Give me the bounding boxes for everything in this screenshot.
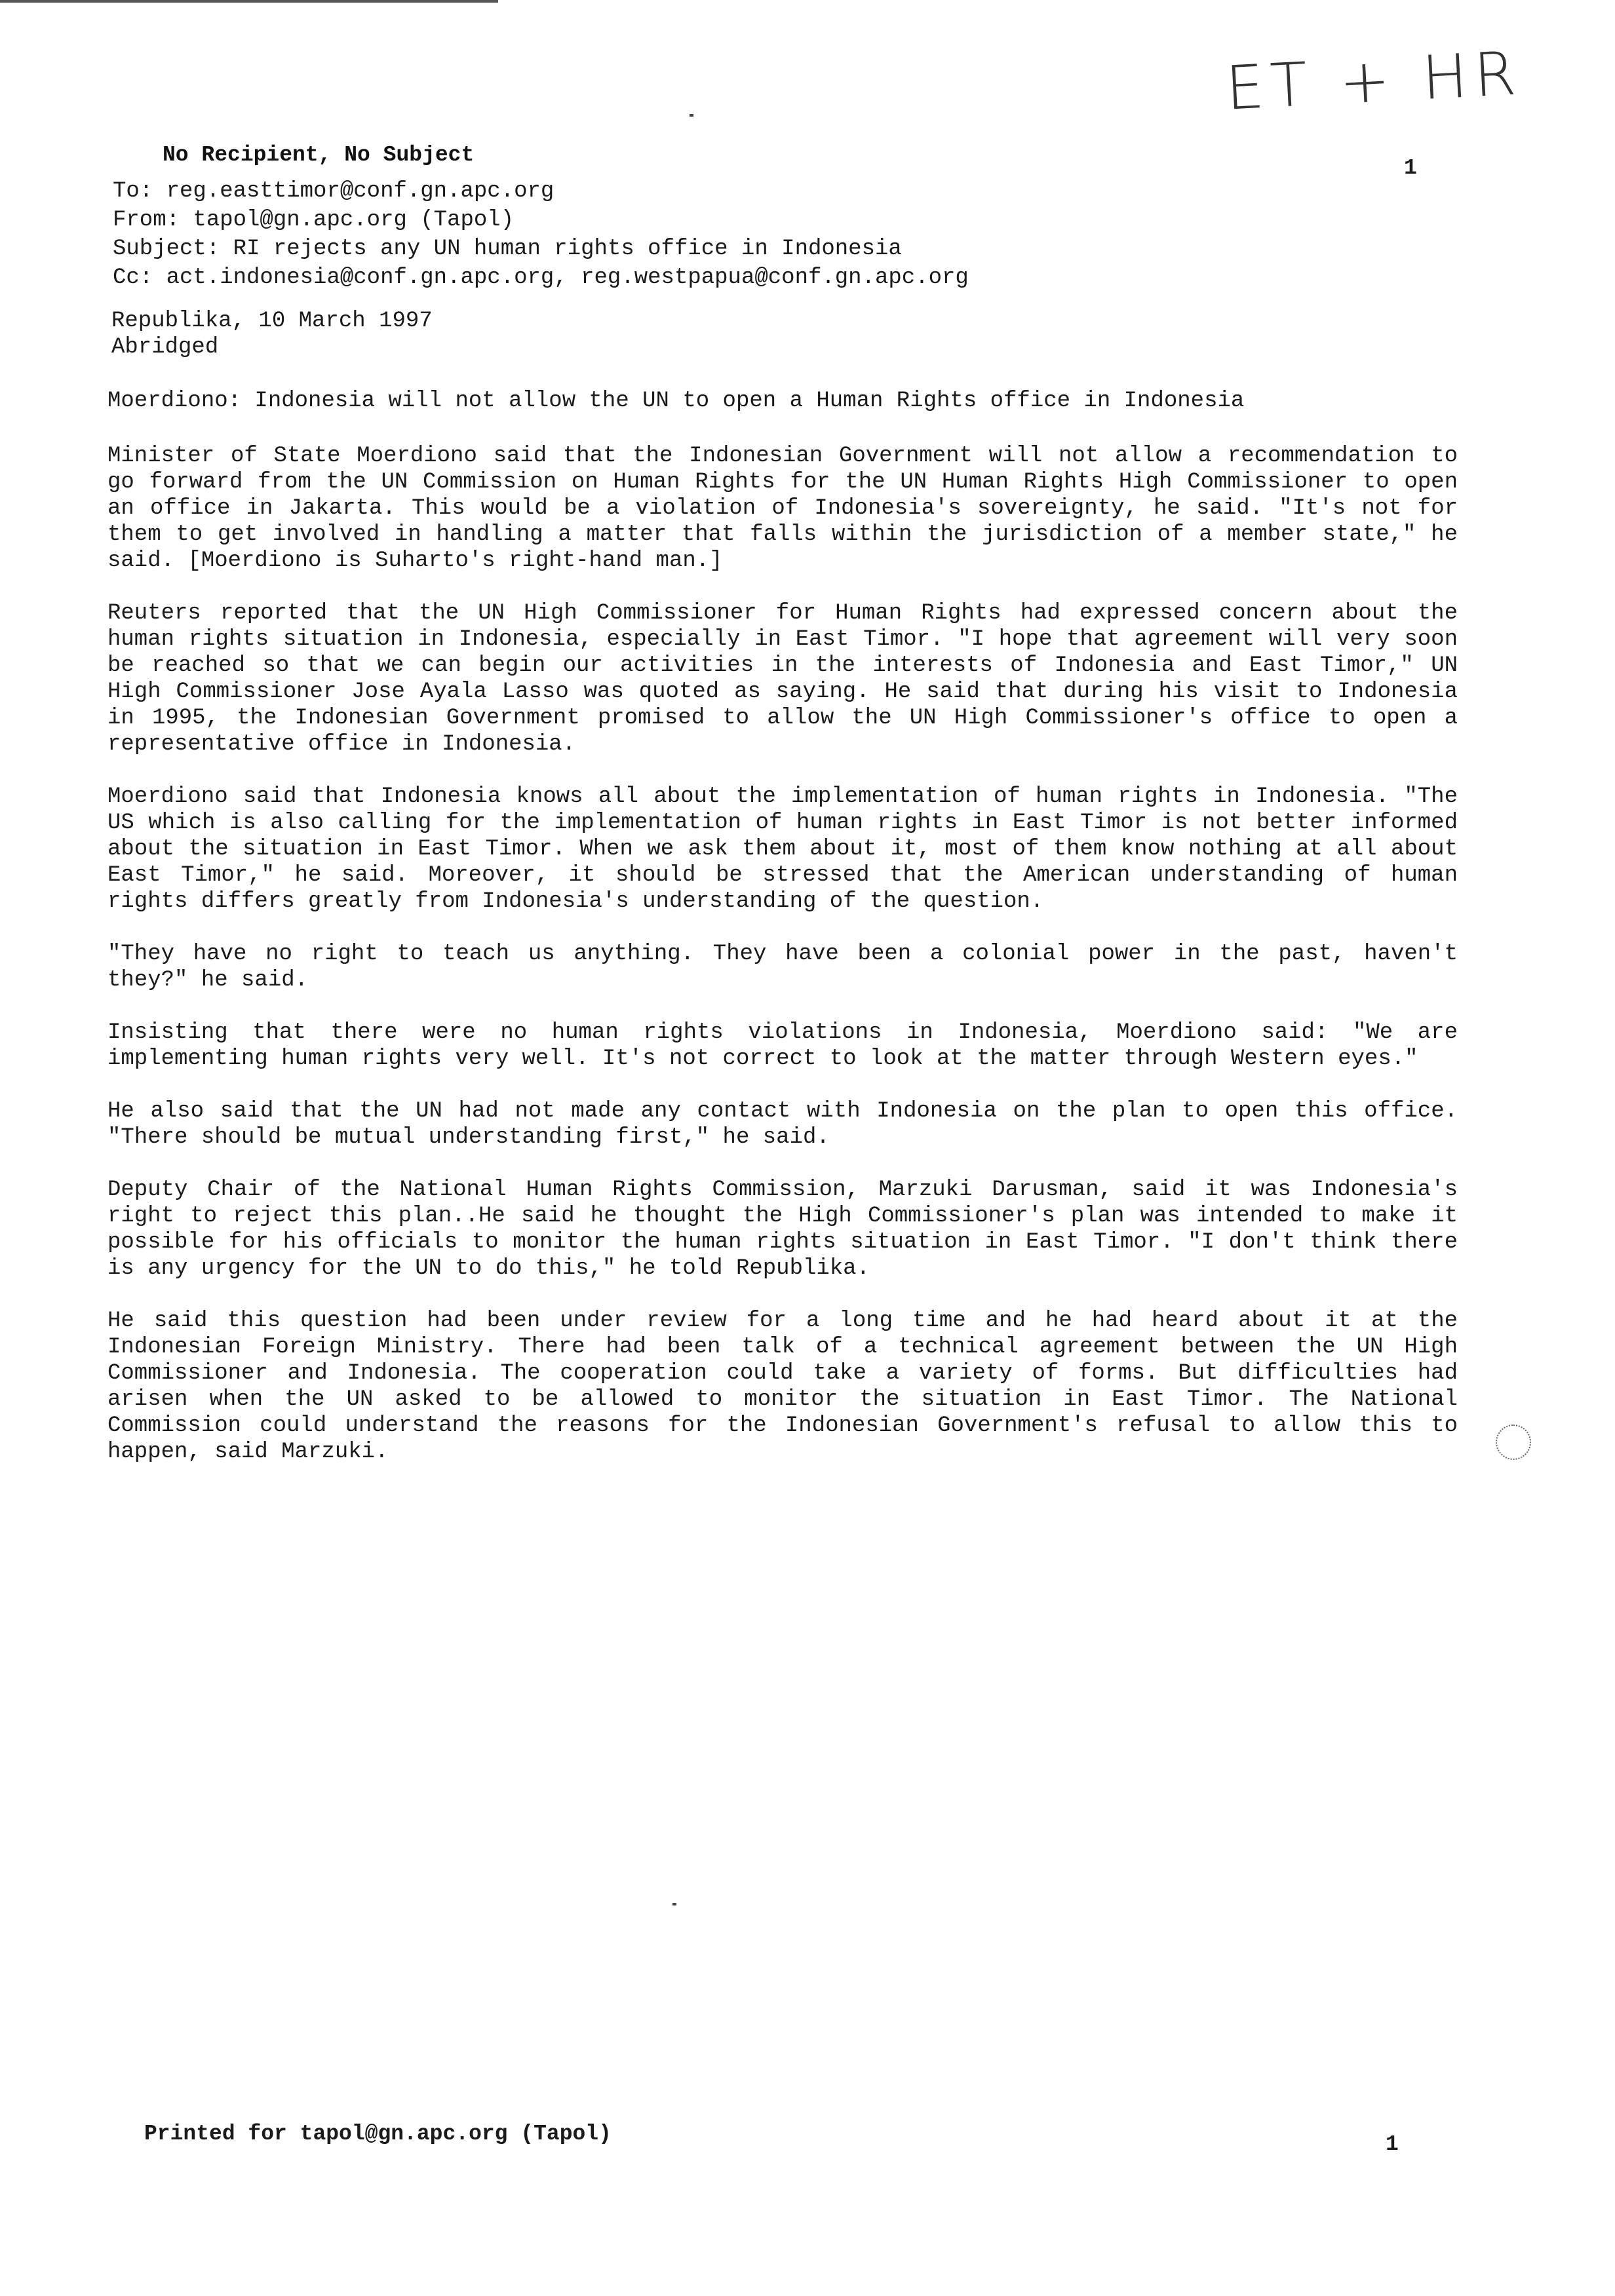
print-header: No Recipient, No Subject	[163, 143, 475, 167]
page-number-bottom: 1	[1386, 2132, 1399, 2156]
scan-speck	[690, 114, 693, 117]
email-subject: Subject: RI rejects any UN human rights office in Indonesia	[113, 237, 902, 261]
page-number-top: 1	[1404, 156, 1417, 180]
paragraph-3: Moerdiono said that Indonesia knows all about the implementation of human rights in Indonesia. "The US which is also calling for the implementation of human rights in East Timor is not better informed about the situation in East Timor. When we ask them about it, most of them know nothing at all about East Timor," he said. Moreover, it should be stressed that the American understanding of human rights differs greatly from Indonesia's understanding of the question.	[107, 784, 1458, 914]
handwritten-note: ET + HR	[1224, 38, 1525, 124]
punch-hole-mark	[1496, 1425, 1531, 1460]
paragraph-5: Insisting that there were no human rights violations in Indonesia, Moerdiono said: "We are implementing human rights very well. It's not correct to look at the matter through Western eyes."	[107, 1020, 1458, 1071]
article-body	[107, 388, 1458, 1491]
email-headers	[113, 177, 969, 292]
source-note: Abridged	[111, 335, 219, 360]
scan-speck	[672, 1903, 676, 1905]
paragraph-7: Deputy Chair of the National Human Rights Commission, Marzuki Darusman, said it was Indonesia's right to reject this plan..He said he thought the High Commissioner's plan was intended to make it possible for his officials to monitor the human rights situation in East Timor. "I don't think there is any urgency for the UN to do this," he told Republika.	[107, 1177, 1458, 1281]
top-edge-rule	[0, 0, 498, 3]
email-cc: Cc: act.indonesia@conf.gn.apc.org, reg.westpapua@conf.gn.apc.org	[113, 265, 969, 290]
paragraph-1: Minister of State Moerdiono said that the Indonesian Government will not allow a recommendation to go forward from the UN Commission on Human Rights for the UN Human Rights High Commissioner to open an office in Jakarta. This would be a violation of Indonesia's sovereignty, he said. "It's not for them to get involved in handling a matter that falls within the jurisdiction of a member state," he said. [Moerdiono is Suharto's right-hand man.]	[107, 444, 1458, 573]
source-block	[111, 308, 433, 360]
paragraph-6: He also said that the UN had not made any contact with Indonesia on the plan to open this office. "There should be mutual understanding first," he said.	[107, 1099, 1458, 1150]
print-footer: Printed for tapol@gn.apc.org (Tapol)	[144, 2122, 612, 2146]
source-publication: Republika, 10 March 1997	[111, 309, 433, 334]
email-from: From: tapol@gn.apc.org (Tapol)	[113, 208, 515, 233]
paragraph-4: "They have no right to teach us anything. They have been a colonial power in the past, haven't they?" he said.	[107, 942, 1458, 993]
article-headline: Moerdiono: Indonesia will not allow the UN to open a Human Rights office in Indonesia	[107, 389, 1245, 413]
paragraph-8: He said this question had been under review for a long time and he had heard about it at the Indonesian Foreign Ministry. There had been talk of a technical agreement between the UN High Commissioner and Indonesia. The cooperation could take a variety of forms. But difficulties had arisen when the UN asked to be allowed to monitor the situation in East Timor. The National Commission could understand the reasons for the Indonesian Government's refusal to allow this to happen, said Marzuki.	[107, 1309, 1458, 1464]
email-to: To: reg.easttimor@conf.gn.apc.org	[113, 179, 555, 204]
paragraph-2: Reuters reported that the UN High Commissioner for Human Rights had expressed concern about the human rights situation in Indonesia, especially in East Timor. "I hope that agreement will very soon be reached so that we can begin our activities in the interests of Indonesia and East Timor," UN High Commissioner Jose Ayala Lasso was quoted as saying. He said that during his visit to Indonesia in 1995, the Indonesian Government promised to allow the UN High Commissioner's office to open a representative office in Indonesia.	[107, 601, 1458, 757]
